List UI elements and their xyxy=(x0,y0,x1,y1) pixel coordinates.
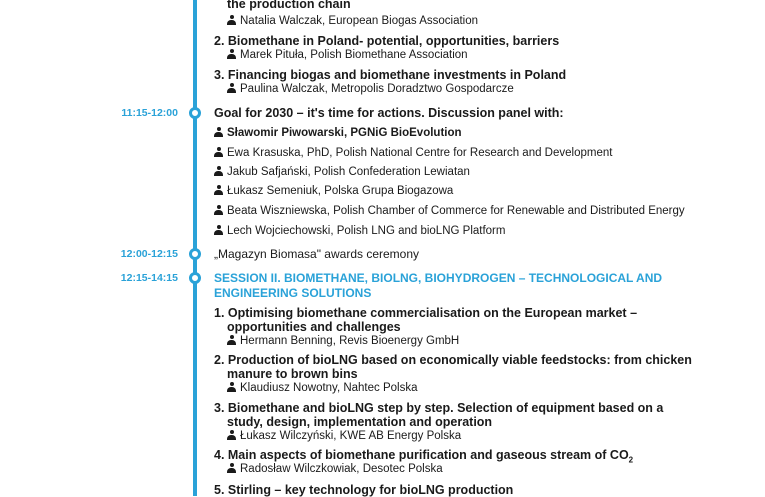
person-icon xyxy=(214,127,223,137)
panelist: Ewa Krasuska, PhD, Polish National Centre for Research and Development xyxy=(214,146,612,160)
talk-title: 3. Financing biogas and biomethane investments in Poland xyxy=(214,68,567,82)
talk-title: study, design, implementation and operation xyxy=(227,415,493,429)
person-icon xyxy=(227,335,236,345)
panelist: Beata Wiszniewska, Polish Chamber of Commerce for Renewable and Distributed Energy xyxy=(214,204,685,218)
talk-title: the production chain xyxy=(227,0,351,11)
speaker: Marek Pituła, Polish Biomethane Association xyxy=(227,48,468,62)
time-slot: 12:00-12:15 xyxy=(120,248,178,260)
person-icon xyxy=(227,83,236,93)
awards-title: „Magazyn Biomasa" awards ceremony xyxy=(214,247,420,261)
talk-title: 1. Optimising biomethane commercialisation on the European market – xyxy=(214,306,638,320)
talk-title: 3. Biomethane and bioLNG step by step. Selection of equipment based on a xyxy=(214,401,664,415)
speaker: Klaudiusz Nowotny, Nahtec Polska xyxy=(227,381,418,395)
speaker: Radosław Wilczkowiak, Desotec Polska xyxy=(227,462,443,476)
talk-title: 2. Production of bioLNG based on economically viable feedstocks: from chicken xyxy=(214,353,692,367)
person-icon xyxy=(227,463,236,473)
person-icon xyxy=(227,382,236,392)
timeline-dot xyxy=(189,272,201,284)
person-icon xyxy=(214,205,223,215)
talk-title: manure to brown bins xyxy=(227,367,358,381)
speaker: Hermann Benning, Revis Bioenergy GmbH xyxy=(227,334,459,348)
speaker: Natalia Walczak, European Biogas Association xyxy=(227,14,478,28)
panel-title: Goal for 2030 – it's time for actions. Discussion panel with: xyxy=(214,106,564,120)
speaker: Łukasz Wilczyński, KWE AB Energy Polska xyxy=(227,429,461,443)
panelist: Łukasz Semeniuk, Polska Grupa Biogazowa xyxy=(214,184,453,198)
panelist: Jakub Safjański, Polish Confederation Lewiatan xyxy=(214,165,470,179)
talk-title: 4. Main aspects of biomethane purification and gaseous stream of $CO_2$ xyxy=(214,448,634,465)
person-icon xyxy=(214,225,223,235)
session-title: ENGINEERING SOLUTIONS xyxy=(214,286,372,300)
person-icon xyxy=(227,430,236,440)
person-icon xyxy=(214,185,223,195)
panelist: Lech Wojciechowski, Polish LNG and bioLNG Platform xyxy=(214,224,505,238)
session-title: SESSION II. BIOMETHANE, BIOLNG, BIOHYDROGEN – TECHNOLOGICAL AND xyxy=(214,271,663,285)
talk-title: opportunities and challenges xyxy=(227,320,401,334)
time-slot: 12:15-14:15 xyxy=(120,272,178,284)
person-icon xyxy=(214,147,223,157)
person-icon xyxy=(227,49,236,59)
talk-title: 2. Biomethane in Poland- potential, opportunities, barriers xyxy=(214,34,560,48)
time-slot: 11:15-12:00 xyxy=(121,107,178,119)
timeline-dot xyxy=(189,107,201,119)
speaker: Paulina Walczak, Metropolis Doradztwo Gospodarcze xyxy=(227,82,514,96)
person-icon xyxy=(214,166,223,176)
panelist: Sławomir Piwowarski, PGNiG BioEvolution xyxy=(214,126,462,140)
person-icon xyxy=(227,15,236,25)
timeline-dot xyxy=(189,248,201,260)
talk-title: 5. Stirling – key technology for bioLNG production xyxy=(214,483,514,497)
